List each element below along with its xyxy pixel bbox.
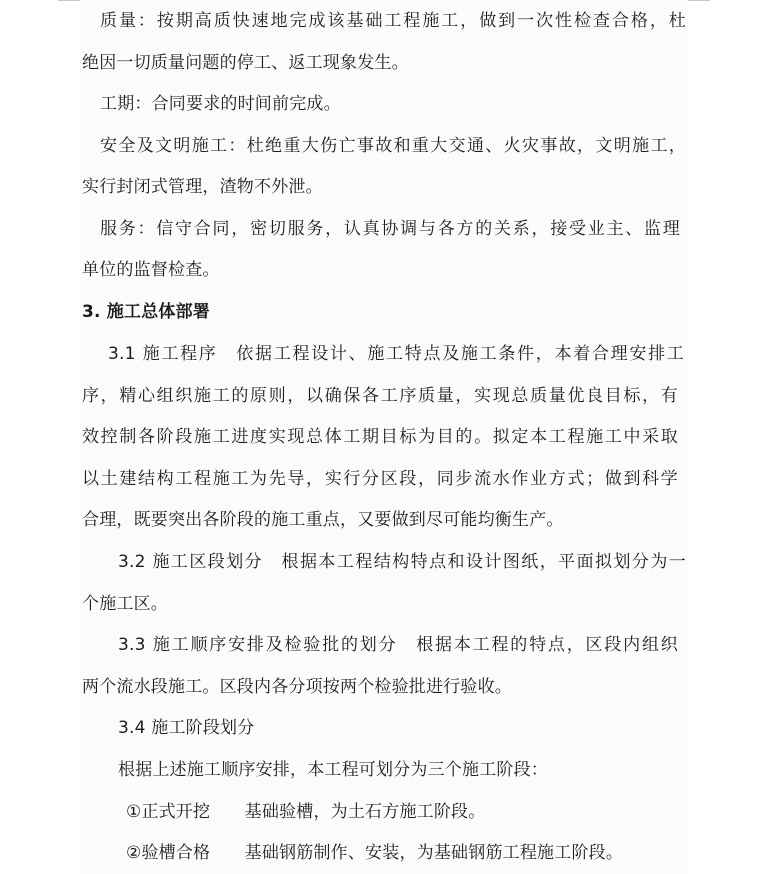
margin-crop-mark-right: [688, 0, 710, 3]
paragraph-service-line-1: 服务：信守合同，密切服务，认真协调与各方的关系，接受业主、监理: [100, 219, 680, 239]
paragraph-3-1-line-5: 合理，既要突出各阶段的施工重点，又要做到尽可能均衡生产。: [82, 510, 564, 530]
paragraph-3-2-line-1: 3.2 施工区段划分 根据本工程结构特点和设计图纸，平面拟划分为一: [118, 552, 686, 572]
paragraph-quality-line-1: 质量：按期高质快速地完成该基础工程施工，做到一次性检查合格，杜: [100, 11, 686, 31]
paragraph-3-4-intro: 根据上述施工顺序安排，本工程可划分为三个施工阶段：: [118, 760, 548, 780]
paragraph-quality-line-2: 绝因一切质量问题的停工、返工现象发生。: [82, 53, 409, 73]
paragraph-safety-line-1: 安全及文明施工：杜绝重大伤亡事故和重大交通、火灾事故，文明施工，: [100, 136, 686, 156]
paragraph-schedule: 工期：合同要求的时间前完成。: [100, 94, 341, 114]
paragraph-3-3-line-2: 两个流水段施工。区段内各分项按两个检验批进行验收。: [82, 677, 512, 697]
stage-item-2: ②验槽合格 基础钢筋制作、安装，为基础钢筋工程施工阶段。: [126, 843, 624, 863]
paragraph-3-1-line-2: 序，精心组织施工的原则，以确保各工序质量，实现总质量优良目标，有: [82, 386, 678, 406]
paragraph-3-2-line-2: 个施工区。: [82, 594, 168, 614]
paragraph-safety-line-2: 实行封闭式管理，渣物不外泄。: [82, 177, 323, 197]
paragraph-3-1-line-3: 效控制各阶段施工进度实现总体工期目标为目的。拟定本工程施工中采取: [82, 427, 678, 447]
paragraph-service-line-2: 单位的监督检查。: [82, 260, 220, 280]
paragraph-3-4-heading: 3.4 施工阶段划分: [118, 718, 255, 738]
paragraph-3-1-line-1: 3.1 施工程序 依据工程设计、施工特点及施工条件，本着合理安排工: [108, 344, 684, 364]
margin-crop-mark-left: [58, 0, 80, 3]
stage-item-1: ①正式开挖 基础验槽，为土石方施工阶段。: [126, 802, 486, 822]
paragraph-3-1-line-4: 以土建结构工程施工为先导，实行分区段，同步流水作业方式；做到科学: [82, 469, 678, 489]
section-heading-3: 3. 施工总体部署: [82, 302, 211, 322]
paragraph-3-3-line-1: 3.3 施工顺序安排及检验批的划分 根据本工程的特点，区段内组织: [118, 635, 678, 655]
